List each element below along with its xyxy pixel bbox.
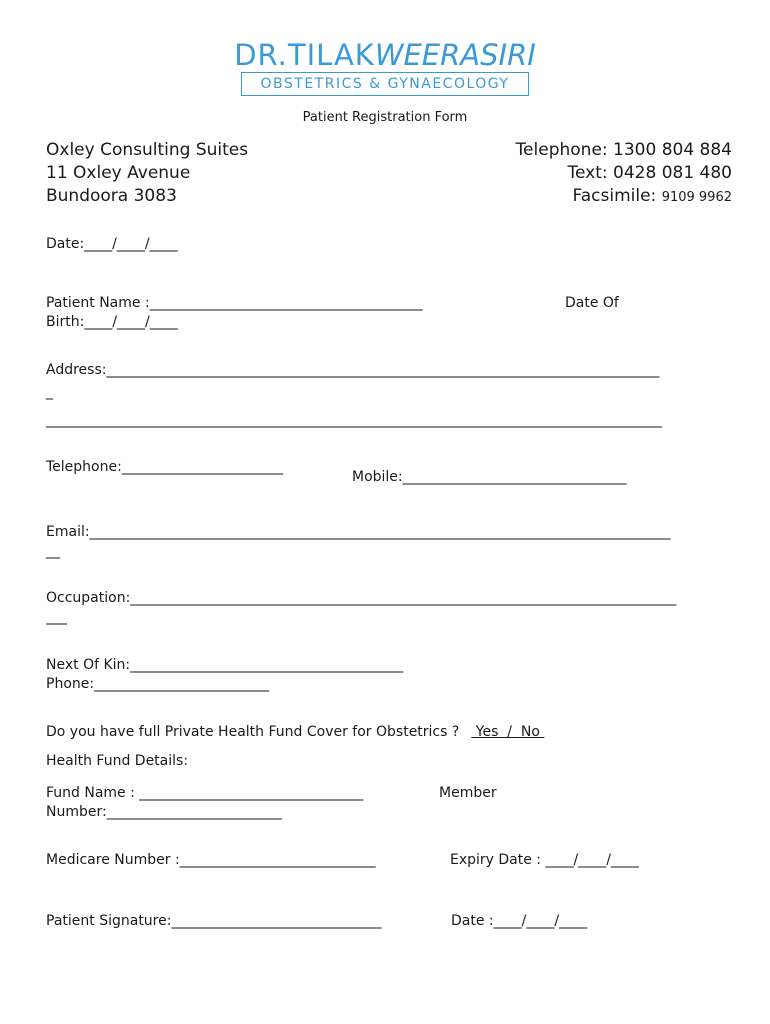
member-label: Member [439,785,497,801]
logo-name-bold: DR.TILAK [234,38,375,72]
email-field-wrap: __ [46,543,60,559]
next-of-kin-phone-field[interactable]: Phone:_________________________ [46,676,270,692]
contact-text: Text: 0428 081 480 [567,163,732,183]
address-field-line-2[interactable]: ________________________________________________________________________________________ [46,412,662,428]
dob-field[interactable]: Birth:____/____/____ [46,314,178,330]
yes-no-options[interactable]: Yes / No [471,724,545,740]
health-fund-question-text: Do you have full Private Health Fund Cover for Obstetrics ? [46,724,460,740]
occupation-field[interactable]: Occupation:______________________________________________________________________________ [46,590,677,606]
expiry-date-field[interactable]: Expiry Date : ____/____/____ [450,852,639,868]
dob-label: Date Of [565,295,619,311]
address-line-2: 11 Oxley Avenue [46,163,191,183]
logo-name-light: WEERASIRI [374,38,536,72]
address-field-wrap: _ [46,384,53,400]
logo-subtitle: OBSTETRICS & GYNAECOLOGY [241,72,529,96]
mobile-field[interactable]: Mobile:________________________________ [352,469,627,485]
signature-date-field[interactable]: Date :____/____/____ [451,913,588,929]
date-field[interactable]: Date:____/____/____ [46,236,178,252]
occupation-field-wrap: ___ [46,609,67,625]
fax-number: 9109 9962 [661,190,732,205]
address-line-3: Bundoora 3083 [46,186,177,206]
contact-fax [573,186,732,206]
health-fund-question [46,724,544,740]
address-line-1: Oxley Consulting Suites [46,140,249,160]
form-title: Patient Registration Form [302,110,468,125]
health-fund-details-label: Health Fund Details: [46,753,189,769]
telephone-field[interactable]: Telephone:_______________________ [46,459,283,475]
medicare-number-field[interactable]: Medicare Number :____________________________ [46,852,376,868]
contact-telephone: Telephone: 1300 804 884 [515,140,732,160]
address-field-line-1[interactable]: Address:_______________________________________________________________________________ [46,362,660,378]
member-number-field[interactable]: Number:_________________________ [46,804,282,820]
fund-name-field[interactable]: Fund Name : ________________________________ [46,785,364,801]
patient-signature-field[interactable]: Patient Signature:______________________________ [46,913,382,929]
fax-label: Facsimile: [572,186,662,206]
patient-name-field[interactable]: Patient Name :_______________________________________ [46,295,423,311]
practice-logo [0,38,770,72]
next-of-kin-field[interactable]: Next Of Kin:_______________________________________ [46,657,404,673]
email-field[interactable]: Email:___________________________________________________________________________________ [46,524,671,540]
